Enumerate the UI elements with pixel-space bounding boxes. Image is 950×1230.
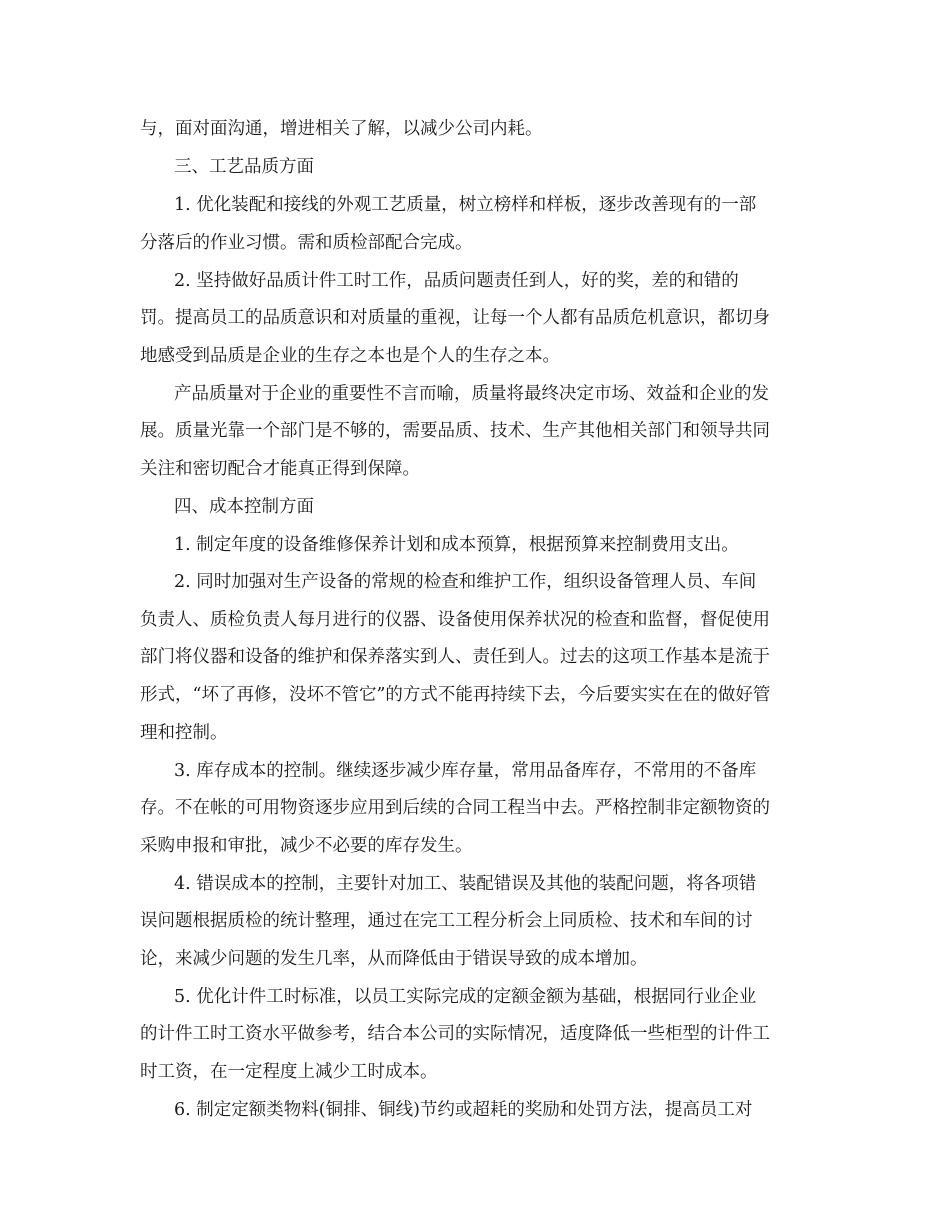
text-line: 1. 制定年度的设备维修保养计划和成本预算，根据预算来控制费用支出。 [174, 535, 739, 555]
section-heading: 四、成本控制方面 [174, 497, 314, 517]
text-line: 展。质量光靠一个部门是不够的，需要品质、技术、生产其他相关部门和领导共同 [140, 421, 770, 441]
text-line: 时工资，在一定程度上减少工时成本。 [140, 1062, 438, 1082]
text-line: 误问题根据质检的统计整理，通过在完工工程分析会上同质检、技术和车间的讨 [140, 911, 753, 931]
text-line: 3. 库存成本的控制。继续逐步减少库存量，常用品备库存，不常用的不备库 [174, 761, 757, 781]
text-line: 理和控制。 [140, 723, 228, 743]
text-line: 地感受到品质是企业的生存之本也是个人的生存之本。 [140, 346, 560, 366]
section-heading: 三、工艺品质方面 [174, 157, 314, 177]
text-line: 关注和密切配合才能真正得到保障。 [140, 459, 420, 479]
text-line: 1. 优化装配和接线的外观工艺质量，树立榜样和样板，逐步改善现有的一部 [174, 195, 757, 215]
text-line: 负责人、质检负责人每月进行的仪器、设备使用保养状况的检查和监督，督促使用 [140, 610, 770, 630]
text-line: 存。不在帐的可用物资逐步应用到后续的合同工程当中去。严格控制非定额物资的 [140, 798, 770, 818]
text-line: 2. 坚持做好品质计件工时工作，品质问题责任到人，好的奖，差的和错的 [174, 271, 739, 291]
text-line: 的计件工时工资水平做参考，结合本公司的实际情况，适度降低一些柜型的计件工 [140, 1024, 770, 1044]
text-line: 形式，“坏了再修，没坏不管它”的方式不能再持续下去，今后要实实在在的做好管 [140, 685, 771, 705]
text-line: 部门将仪器和设备的维护和保养落实到人、责任到人。过去的这项工作基本是流于 [140, 647, 770, 667]
text-line: 采购申报和审批，减少不必要的库存发生。 [140, 836, 473, 856]
text-line: 2. 同时加强对生产设备的常规的检查和维护工作，组织设备管理人员、车间 [174, 572, 757, 592]
text-line: 4. 错误成本的控制，主要针对加工、装配错误及其他的装配问题，将各项错 [174, 874, 757, 894]
text-line: 分落后的作业习惯。需和质检部配合完成。 [140, 233, 473, 253]
text-line: 罚。提高员工的品质意识和对质量的重视，让每一个人都有品质危机意识，都切身 [140, 308, 770, 328]
text-line: 与，面对面沟通，增进相关了解，以减少公司内耗。 [140, 119, 543, 139]
text-line: 6. 制定定额类物料(铜排、铜线)节约或超耗的奖励和处罚方法，提高员工对 [174, 1100, 753, 1120]
text-line: 产品质量对于企业的重要性不言而喻，质量将最终决定市场、效益和企业的发 [174, 384, 769, 404]
text-line: 论，来减少问题的发生几率，从而降低由于错误导致的成本增加。 [140, 949, 648, 969]
text-line: 5. 优化计件工时标准，以员工实际完成的定额金额为基础，根据同行业企业 [174, 987, 757, 1007]
